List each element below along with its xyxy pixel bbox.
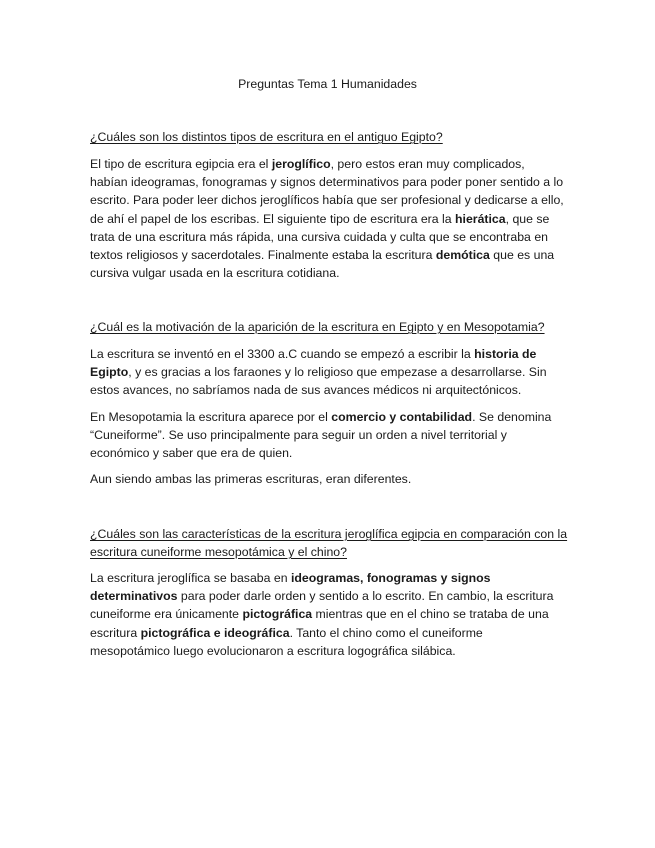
bold-term: jeroglífico: [271, 157, 331, 171]
text-run: para poder darle orden y sentido a lo escrito. En cambio, la escritura cuneiforme era únicamente: [90, 589, 554, 622]
answer-paragraph: [90, 345, 565, 400]
bold-term: hierática: [455, 211, 506, 226]
answer-paragraph: [90, 155, 565, 282]
text-run: La escritura jeroglífica se basaba en: [90, 571, 291, 585]
text-run: . Tanto el chino como el cuneiforme mesopotámico luego evolucionaron a escritura logográfica silábica.: [90, 625, 483, 658]
bold-term: pictográfica: [242, 607, 313, 622]
document-title: Preguntas Tema 1 Humanidades: [238, 77, 417, 91]
answer-paragraph: [90, 569, 565, 660]
text-run: , y es gracias a los faraones y lo religioso que empezase a desarrollarse. Sin estos avances, no sabríamos nada de sus avances médicos ni arquitectónicos.: [90, 365, 547, 398]
bold-term: historia de Egipto: [90, 347, 537, 380]
bold-term: demótica: [435, 248, 490, 263]
text-run: . Se denomina “Cuneiforme”. Se uso principalmente para seguir un orden a nivel territorial y económico y saber que era de quien.: [90, 410, 552, 461]
text-run: El tipo de escritura egipcia era el: [90, 157, 272, 171]
text-run: La escritura se inventó en el 3300 a.C cuando se empezó a escribir la: [90, 347, 475, 361]
text-run: que es una cursiva vulgar usada en la escritura cotidiana.: [90, 248, 555, 281]
text-run: Aun siendo ambas las primeras escrituras, eran diferentes.: [90, 472, 412, 486]
bold-term: comercio y contabilidad: [331, 410, 473, 424]
answer-paragraph: [90, 470, 565, 488]
bold-term: pictográfica e ideográfica: [140, 625, 290, 640]
text-run: , que se trata de una escritura más rápida, una cursiva cuidada y culta que se encontraba en textos religiosos y sacerdotales. Finalmente estaba la escritura: [90, 211, 550, 263]
text-run: En Mesopotamia la escritura aparece por el: [90, 410, 332, 424]
question-2: ¿Cuál es la motivación de la aparición de la escritura en Egipto y en Mesopotamia?: [90, 320, 545, 334]
bold-term: ideogramas, fonogramas y signos determinativos: [90, 571, 491, 604]
answer-paragraph: [90, 408, 565, 463]
question-3: ¿Cuáles son las características de la escritura jeroglífica egipcia en comparación con la escritura cuneiforme mesopotámica y el chino?: [90, 527, 568, 559]
question-1: ¿Cuáles son los distintos tipos de escritura en el antiguo Egipto?: [90, 130, 443, 144]
text-run: mientras que en el chino se trataba de una escritura: [90, 607, 549, 640]
text-run: , pero estos eran muy complicados, habían ideogramas, fonogramas y signos determinativos para poder poner sentido a lo escrito. Para poder leer dichos jeroglíficos había que ser profesional y dedicarse a ello, de ahí el papel de los escribas. El siguiente tipo de escritura era la: [90, 157, 564, 226]
